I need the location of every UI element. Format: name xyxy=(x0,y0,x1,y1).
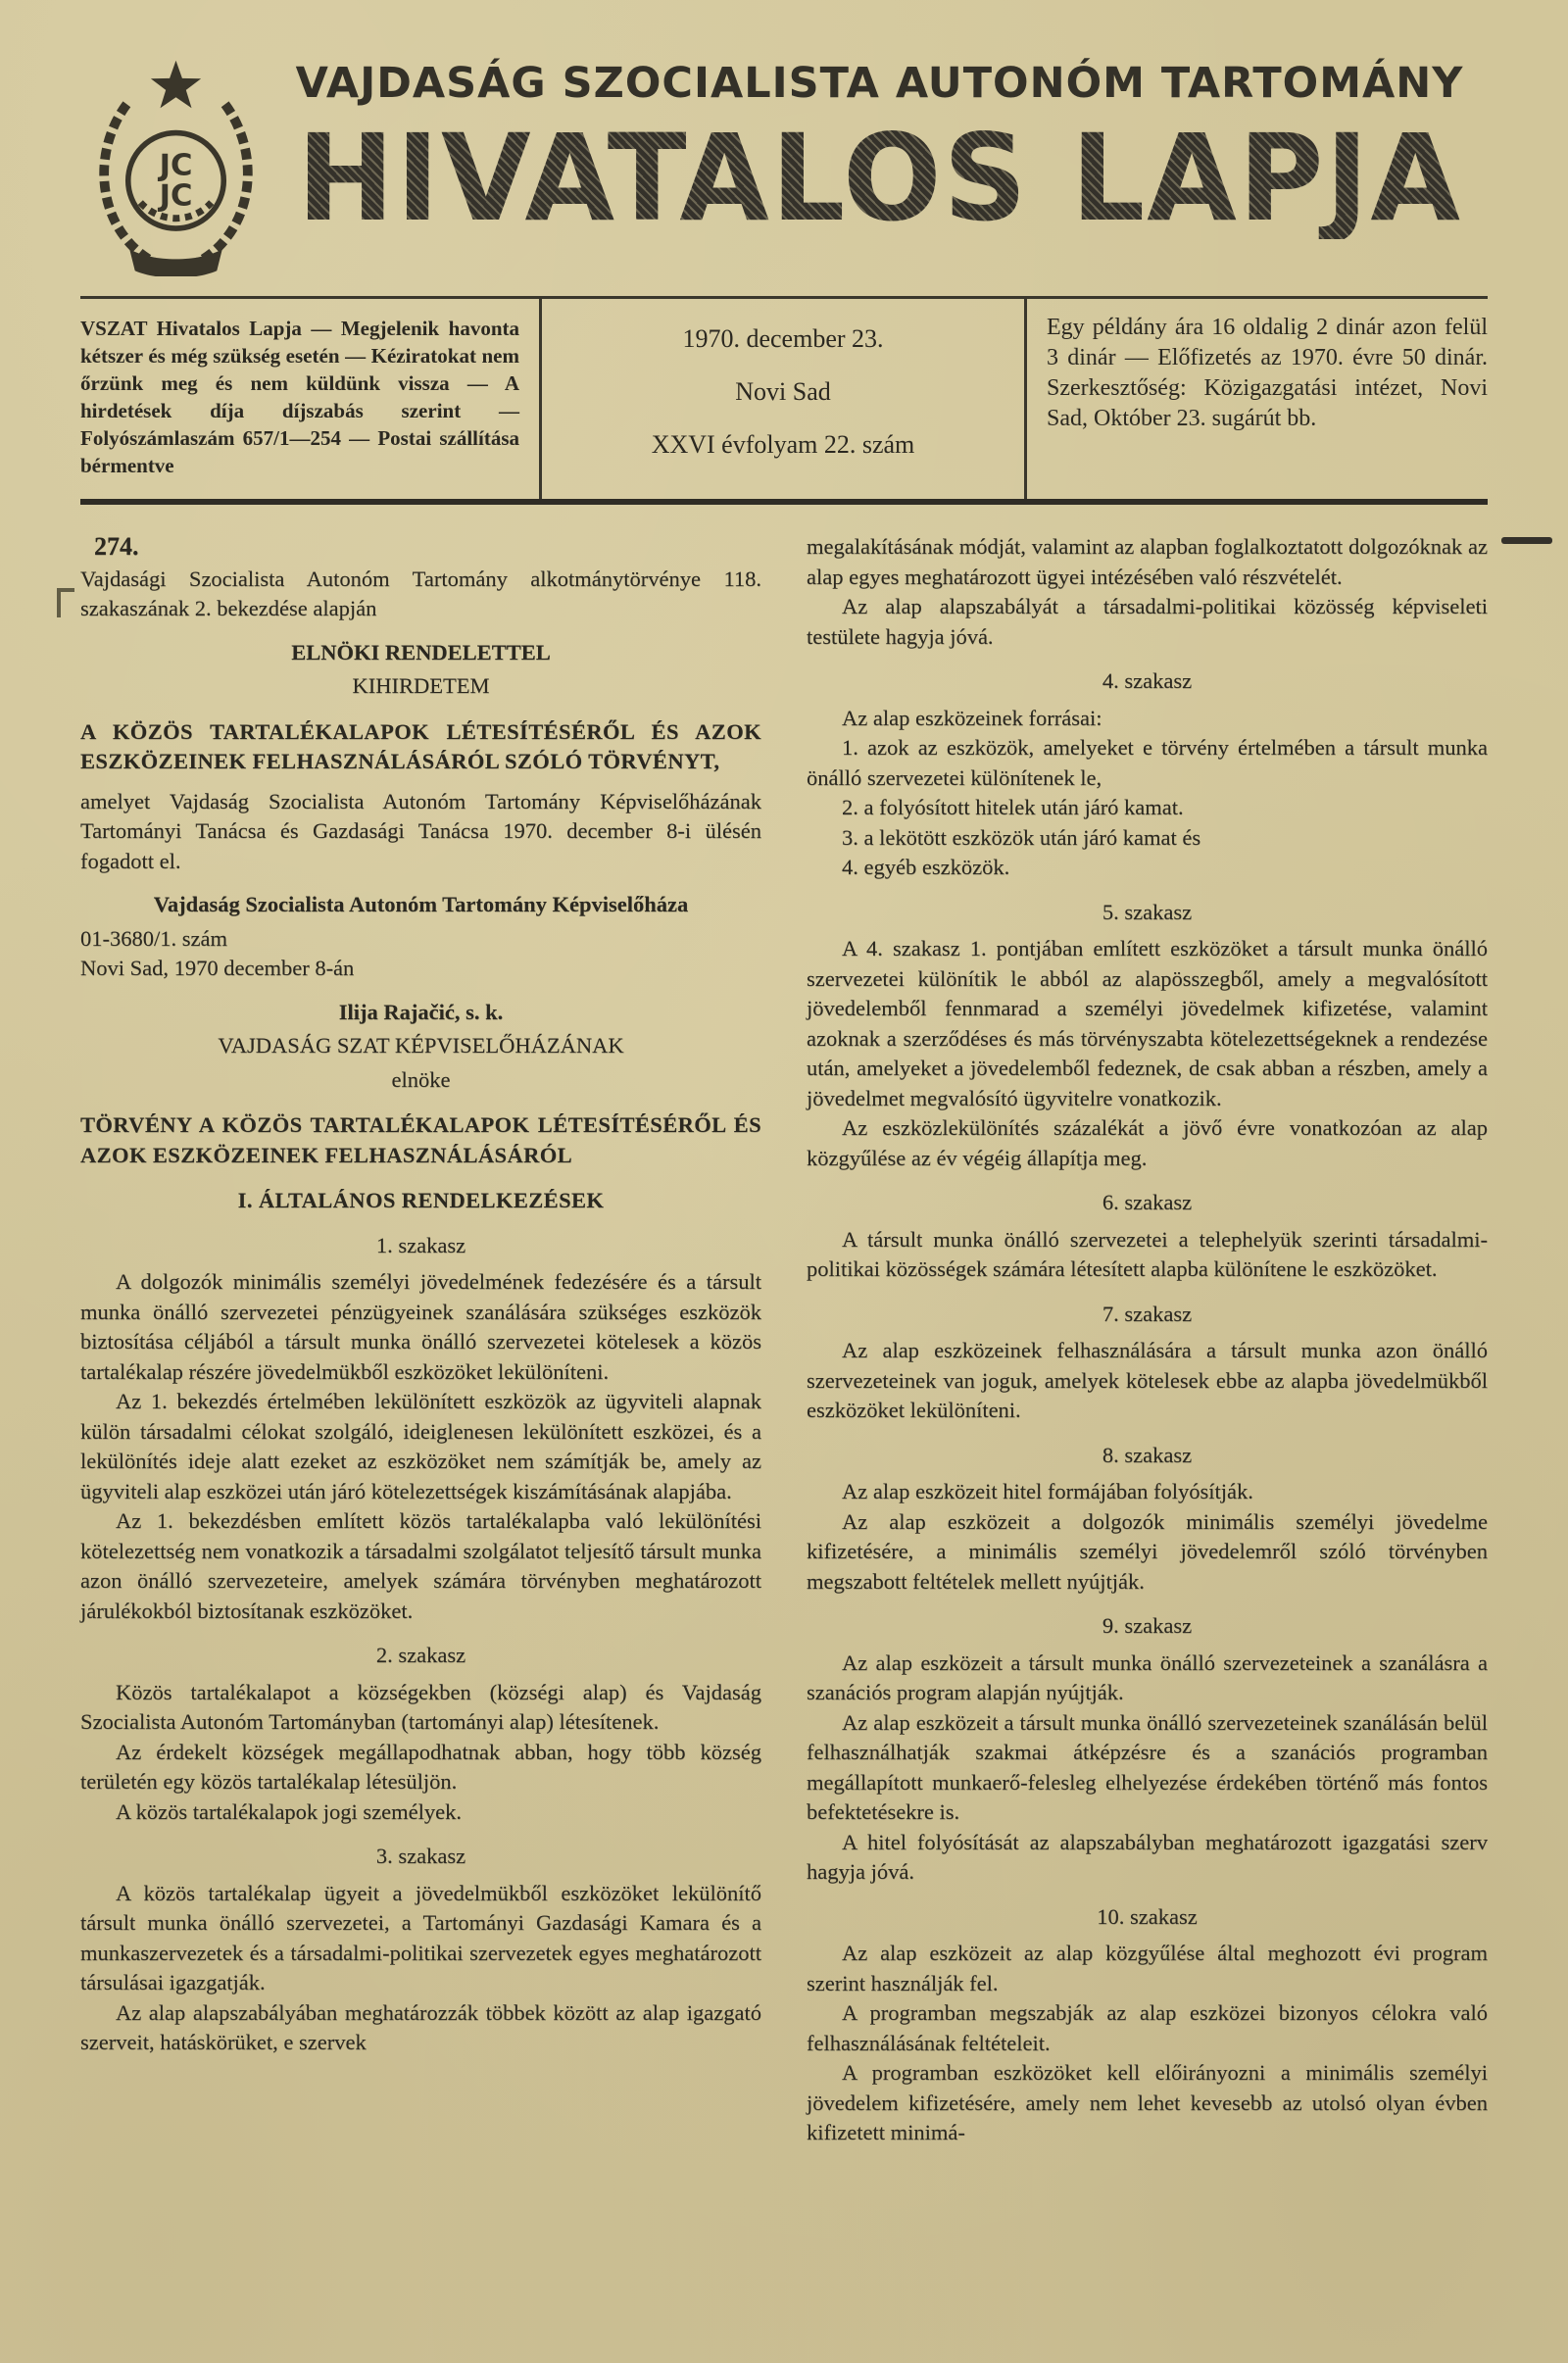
section-heading: 1. szakasz xyxy=(375,1232,466,1257)
section-heading: 4. szakasz xyxy=(1102,668,1193,693)
paragraph: Az alap eszközeit az alap közgyűlése által meghozott évi program szerint használják fel. xyxy=(807,1941,1488,1995)
svg-text:ЈС: ЈС xyxy=(159,148,193,183)
paragraph: 2. a folyósított hitelek után járó kamat. xyxy=(842,795,1184,819)
article-number: 274. xyxy=(94,532,139,561)
issue-info xyxy=(542,299,1024,499)
section-heading: 7. szakasz xyxy=(1102,1301,1193,1326)
column-left xyxy=(80,532,761,2148)
paragraph: A programban eszközöket kell előirányozni a minimális személyi jövedelem kifizetésére, amely nem lehet kevesebb az utolsó olyan évben kifizetett minimá- xyxy=(807,2060,1488,2144)
masthead-titles xyxy=(271,45,1488,248)
paragraph: Az eszközlekülönítés százalékát a jövő évre vonatkozóan az alap közgyűlése az év végéig állapítja meg. xyxy=(807,1115,1488,1170)
article-body xyxy=(80,532,1488,2148)
signer-name: Ilija Rajačić, s. k. xyxy=(338,999,504,1024)
issue-volume: XXVI évfolyam 22. szám xyxy=(651,430,915,459)
issue-city: Novi Sad xyxy=(735,377,831,406)
region-title: VAJDASÁG SZOCIALISTA AUTONÓM TARTOMÁNY xyxy=(295,59,1464,108)
paragraph: A dolgozók minimális személyi jövedelmének fedezésére és a társult munka önálló szervezetei pénzügyeinek szanálására szükséges eszközök biztosítása céljából a társult munka önálló szervezetei kötelesek a közös tartalékalap részére jövedelmükből eszközöket lekülöníteni. xyxy=(80,1269,761,1384)
paragraph: 4. egyéb eszközök. xyxy=(842,855,1010,879)
paragraph: 1. azok az eszközök, amelyeket e törvény értelmében a társult munka önálló szervezetei különítenek le, xyxy=(807,735,1488,790)
centered-bold-line: ELNÖKI RENDELETTEL xyxy=(291,639,551,665)
paragraph: Vajdasági Szocialista Autonóm Tartomány alkotmánytörvénye 118. szakaszának 2. bekezdése alapján xyxy=(80,566,761,620)
paragraph: megalakításának módját, valamint az alapban foglalkoztatott dolgozóknak az alap egyes meghatározott ügyei intézésében való részvételét. xyxy=(807,534,1488,589)
ink-mark xyxy=(1501,537,1552,544)
section-heading: 3. szakasz xyxy=(375,1844,466,1868)
paragraph: Az alap eszközeit a társult munka önálló szervezeteinek szanálásán belül felhasználhatják szakmai átképzésre és a szanációs programban megállapított munkaerő-felesleg elhelyezése érdekében történő más fontos befektetésekre is. xyxy=(807,1709,1488,1824)
paragraph: 3. a lekötött eszközök után járó kamat és xyxy=(842,824,1201,850)
paragraph: A közös tartalékalapok jogi személyek. xyxy=(116,1798,463,1824)
issue-date: 1970. december 23. xyxy=(682,324,884,353)
column-right xyxy=(807,532,1488,2148)
masthead xyxy=(80,45,1488,276)
paragraph: Az alap alapszabályát a társadalmi-politikai közösség képviseleti testülete hagyja jóvá. xyxy=(807,594,1488,649)
paragraph: Az alap eszközeit a dolgozók minimális személyi jövedelme kifizetésére, a minimális személyi jövedelemről szóló törvényben megszabott feltételek mellett nyújtják. xyxy=(807,1508,1488,1594)
ink-mark xyxy=(57,588,74,617)
publication-info: VSZAT Hivatalos Lapja — Megjelenik havonta kétszer és még szükség esetén — Kéziratokat nem őrzünk meg és nem küldünk vissza — A hirdetések díja díjszabás szerint — Folyószámlaszám 657/1—254 — Postai szállítása bérmentve xyxy=(80,317,519,477)
paragraph: Az alap eszközeinek forrásai: xyxy=(842,705,1102,730)
paragraph: A hitel folyósítását az alapszabályban meghatározott igazgatási szerv hagyja jóvá. xyxy=(807,1829,1488,1884)
paragraph: Az 1. bekezdés értelmében lekülönített eszközök az ügyviteli alapnak külön társadalmi célokat szolgáló, ideiglenesen lekülönített eszközei, és a lekülönítés ideje alatt ezeket az eszközöket nem számítják be, amely az ügyviteli alap eszközei után járó kötelezettségek kiszámításának alapjába. xyxy=(80,1389,761,1503)
paragraph: A programban megszabják az alap eszközei bizonyos célokra való felhasználásának feltételeit. xyxy=(807,2000,1488,2055)
centered-line: KIHIRDETEM xyxy=(352,673,490,698)
section-heading: 9. szakasz xyxy=(1102,1613,1193,1638)
section-heading: 2. szakasz xyxy=(375,1643,466,1667)
paragraph: A közös tartalékalap ügyeit a jövedelmükből eszközöket lekülönítő társult munka önálló szervezetei, a Tartományi Gazdasági Kamara és a munkaszervezetek és a társadalmi-politikai szervezetek egyes meghatározott társulásai igazgatják. xyxy=(80,1880,761,1994)
section-heading: 10. szakasz xyxy=(1097,1903,1198,1929)
paragraph: Novi Sad, 1970 december 8-án xyxy=(80,956,355,980)
paragraph: Közös tartalékalapot a községekben (községi alap) és Vajdaság Szocialista Autonóm Tartományban (tartományi alap) létesítenek. xyxy=(80,1679,761,1734)
coat-of-arms-icon xyxy=(80,55,271,276)
paragraph: amelyet Vajdaság Szocialista Autonóm Tartomány Képviselőházának Tartományi Tanácsa és Gazdasági Tanácsa 1970. december 8-i ülésén fogadott el. xyxy=(80,788,761,873)
paragraph: Az alap eszközeinek felhasználására a társult munka azon önálló szervezeteinek van joguk, amelyek kötelesek ebbe az alapba jövedelmükből eszközöket lekülöníteni. xyxy=(807,1338,1488,1422)
svg-text:ЈС: ЈС xyxy=(159,178,193,214)
paragraph: Az alap eszközeit a társult munka önálló szervezeteinek a szanálásra a szanációs program alapján nyújtják. xyxy=(807,1649,1488,1704)
section-heading: 5. szakasz xyxy=(1102,899,1193,924)
paragraph: Az érdekelt községek megállapodhatnak abban, hogy több község területén egy közös tartalékalap létesüljön. xyxy=(80,1739,761,1794)
infobar xyxy=(80,299,1488,499)
paragraph: Az 1. bekezdésben említett közös tartalékalapba való lekülönítési kötelezettség nem vonatkozik a társadalmi szolgálatot teljesítő társult munka azon önálló szervezeteire, amelyek számára törvényben meghatározott járulékokból biztosítanak eszközöket. xyxy=(80,1508,761,1623)
paragraph: Az alap eszközeit hitel formájában folyósítják. xyxy=(842,1479,1253,1503)
law-title-heading: TÖRVÉNY A KÖZÖS TARTALÉKALAPOK LÉTESÍTÉSÉRŐL ÉS AZOK ESZKÖZEINEK FELHASZNÁLÁSÁRÓL xyxy=(80,1112,761,1167)
law-title-heading: A KÖZÖS TARTALÉKALAPOK LÉTESÍTÉSÉRŐL ÉS AZOK ESZKÖZEINEK FELHASZNÁLÁSÁRÓL SZÓLÓ TÖRVÉNYT, xyxy=(80,718,761,773)
infobar-bottom-divider xyxy=(80,499,1488,505)
paragraph: 01-3680/1. szám xyxy=(80,925,227,951)
price-info: Egy példány ára 16 oldalig 2 dinár azon felül 3 dinár — Előfizetés az 1970. évre 50 dinár. Szerkesztőség: Közigazgatási intézet, Novi Sad, Október 23. sugárút bb. xyxy=(1047,315,1488,431)
paragraph: A 4. szakasz 1. pontjában említett eszközöket a társult munka önálló szervezetei különítik le abból az alapösszegből, amely a megvalósított jövedelemből fennmarad a személyi jövedelmek kifizetése, valamint azoknak a szerződéses és más törvényszabta kötelezettségeknek a rendezése után, amelyeket a jövedelemből fedeznek, de csak abban a részben, amely a jövedelmet megvalósító ügyvitelre vonatkozik. xyxy=(807,936,1488,1110)
chapter-heading: I. ÁLTALÁNOS RENDELKEZÉSEK xyxy=(237,1188,605,1212)
section-heading: 8. szakasz xyxy=(1102,1442,1193,1467)
gazette-title: HIVATALOS LAPJA xyxy=(290,118,1470,239)
paragraph: A társult munka önálló szervezetei a telephelyük szerinti társadalmi-politikai közösségek számára létesített alapba különítene le eszközöket. xyxy=(807,1226,1488,1281)
centered-line: elnöke xyxy=(391,1066,451,1092)
centered-bold-line: Vajdaság Szocialista Autonóm Tartomány Képviselőháza xyxy=(153,892,689,916)
section-heading: 6. szakasz xyxy=(1102,1190,1193,1214)
centered-line: VAJDASÁG SZAT KÉPVISELŐHÁZÁNAK xyxy=(218,1033,624,1058)
paragraph: Az alap alapszabályában meghatározzák többek között az alap igazgató szerveit, hatáskörüket, e szervek xyxy=(80,1999,761,2054)
